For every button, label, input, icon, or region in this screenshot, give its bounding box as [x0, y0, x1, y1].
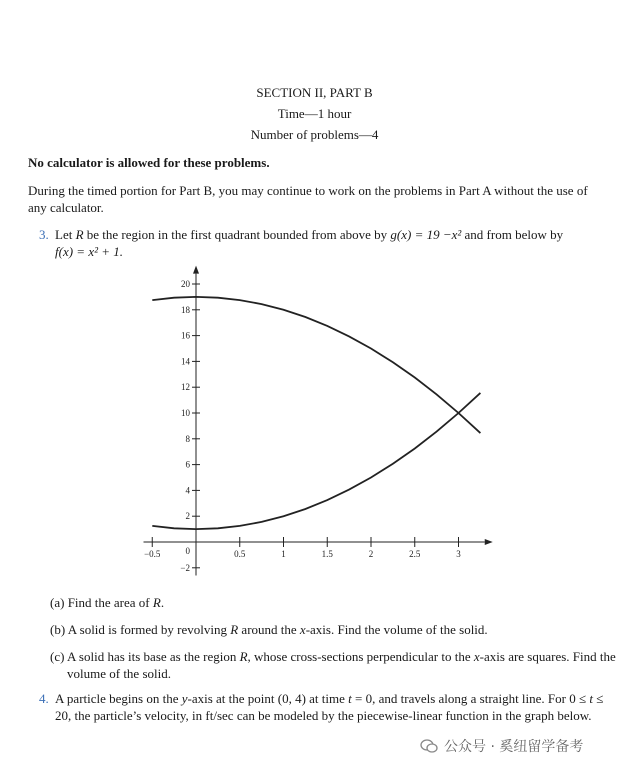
question-4-number: 4. [39, 691, 49, 706]
g-curve [152, 297, 480, 433]
y-axis-arrow [193, 266, 199, 274]
question-3b: (b) A solid is formed by revolving R around the x-axis. Find the volume of the solid. [50, 622, 488, 637]
y-tick-label: 16 [181, 330, 190, 341]
question-3c: (c) A solid has its base as the region R, whose cross-sections perpendicular to the x-axis are squares. Find the volume of the solid. [50, 649, 616, 681]
f-curve [152, 393, 480, 529]
y-tick-label: 4 [185, 485, 190, 496]
x-tick-label: 0.5 [234, 549, 246, 559]
y-tick-label: 12 [181, 382, 190, 393]
y-tick-label: 8 [185, 433, 190, 444]
x-tick-label: 2 [368, 549, 374, 559]
y-tick-label: −2 [180, 562, 190, 573]
y-tick-label: 18 [181, 304, 190, 315]
x-axis-arrow [485, 539, 493, 545]
intro-paragraph: During the timed portion for Part B, you may continue to work on the problems in Part A without the use of any calculator. [28, 183, 588, 215]
time-line: Time—1 hour [277, 106, 352, 121]
question-3-number: 3. [39, 227, 49, 242]
x-tick-label: 1.5 [321, 549, 333, 559]
y-tick-label: 10 [181, 408, 190, 418]
problems-count: Number of problems—4 [250, 127, 379, 142]
y-tick-label: 6 [185, 459, 190, 470]
x-tick-label: −0.5 [144, 549, 161, 559]
section-title: SECTION II, PART B [256, 85, 373, 100]
y-tick-label: 2 [185, 511, 190, 522]
calculator-notice: No calculator is allowed for these problems. [28, 155, 270, 170]
wechat-icon [420, 739, 438, 753]
y-tick-label: 14 [181, 356, 190, 367]
question-3a: (a) Find the area of R. [50, 595, 165, 610]
origin-label: 0 [185, 546, 190, 556]
x-tick-label: 1 [281, 549, 286, 559]
x-tick-label: 2.5 [409, 549, 421, 559]
question-3-stem: Let R be the region in the first quadrant bounded from above by g(x) = 19 −x² and from below by f(x) = x² + 1. [55, 227, 564, 259]
y-tick-label: 20 [181, 279, 190, 289]
question-4-stem: A particle begins on the y-axis at the point (0, 4) at time t = 0, and travels along a straight line. For 0 ≤ t ≤ 20, the particle’s velocity, in ft/sec can be modeled by the piecewise-linear function in the graph below. [55, 691, 604, 723]
x-tick-label: 3 [456, 549, 461, 559]
watermark: 公众号 · 奚纽留学备考 [420, 736, 583, 756]
